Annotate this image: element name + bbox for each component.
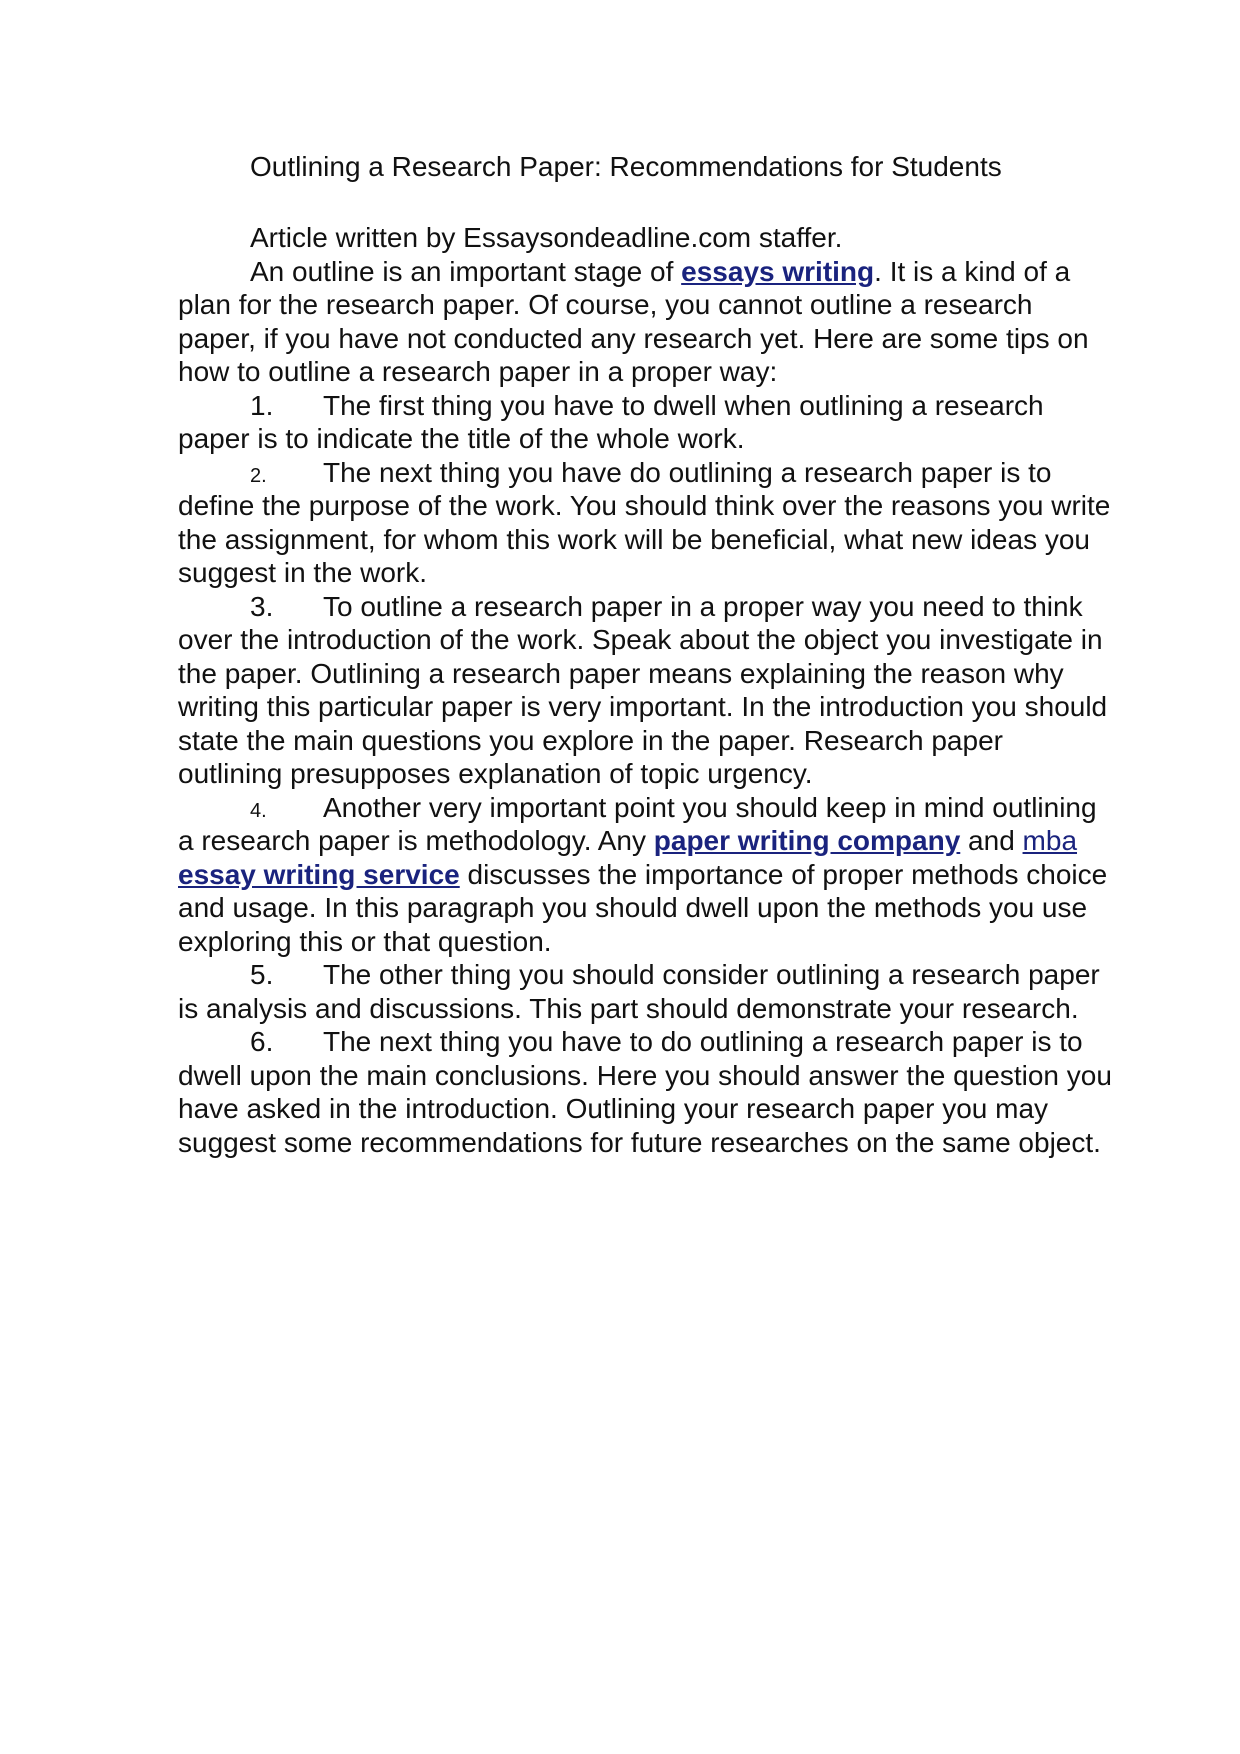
item-text: The next thing you have to do outlining a research paper is to xyxy=(323,1026,1083,1057)
item-text: and xyxy=(960,825,1023,856)
item-line: writing this particular paper is very important. In the introduction you should xyxy=(178,691,1108,722)
item-line: is analysis and discussions. This part should demonstrate your research. xyxy=(178,992,1079,1024)
item-line: the paper. Outlining a research paper means explaining the reason why xyxy=(178,657,1064,689)
document-body xyxy=(178,221,1168,1159)
item-number: 3. xyxy=(250,590,274,622)
list-item-1 xyxy=(178,389,1168,423)
item-text: The next thing you have do outlining a research paper is to xyxy=(323,456,1052,488)
item-text: Another very important point you should keep in mind outlining xyxy=(323,791,1097,823)
item-line: define the purpose of the work. You should think over the reasons you write xyxy=(178,490,1111,521)
item-line: paper is to indicate the title of the whole work. xyxy=(178,423,745,454)
list-item-6 xyxy=(178,1025,1168,1059)
essay-writing-service-link[interactable]: essay writing service xyxy=(178,858,460,890)
item-number: 4. xyxy=(250,799,267,822)
intro-text: An outline is an important stage of xyxy=(250,255,682,287)
list-item-2 xyxy=(178,456,1168,490)
item-line: and usage. In this paragraph you should dwell upon the methods you use xyxy=(178,892,1088,923)
item-line: state the main questions you explore in the paper. Research paper xyxy=(178,724,1003,756)
document-title: Outlining a Research Paper: Recommendations for Students xyxy=(250,151,1002,182)
item-line: suggest some recommendations for future researches on the same object. xyxy=(178,1126,1101,1158)
intro-line: plan for the research paper. Of course, you cannot outline a research xyxy=(178,289,1033,320)
list-item-3 xyxy=(178,590,1168,624)
item-line: dwell upon the main conclusions. Here you should answer the question you xyxy=(178,1059,1112,1091)
item-line: exploring this or that question. xyxy=(178,925,552,957)
item-text: The first thing you have to dwell when outlining a research xyxy=(323,389,1044,421)
intro-text: . It is a kind of a xyxy=(874,255,1071,287)
paper-writing-company-link[interactable]: paper writing company xyxy=(653,825,961,856)
item-text: To outline a research paper in a proper way you need to think xyxy=(323,590,1083,622)
item-line: suggest in the work. xyxy=(178,557,428,588)
item-line: outlining presupposes explanation of topic urgency. xyxy=(178,758,813,789)
item-line: the assignment, for whom this work will be beneficial, what new ideas you xyxy=(178,523,1090,555)
intro-first-line xyxy=(178,255,1168,289)
item-text: discusses the importance of proper methods choice xyxy=(459,858,1108,890)
item-text: The other thing you should consider outlining a research paper xyxy=(323,959,1100,990)
item-text: a research paper is methodology. Any xyxy=(178,825,654,856)
intro-line: paper, if you have not conducted any research yet. Here are some tips on xyxy=(178,322,1089,354)
mba-link[interactable]: mba xyxy=(1022,825,1078,856)
essays-writing-link[interactable]: essays writing xyxy=(681,255,875,287)
intro-line: how to outline a research paper in a proper way: xyxy=(178,356,778,387)
item-line: over the introduction of the work. Speak about the object you investigate in xyxy=(178,624,1103,655)
item-number: 6. xyxy=(250,1026,274,1057)
item-number: 5. xyxy=(250,959,274,990)
item-number: 2. xyxy=(250,464,267,487)
list-item-5 xyxy=(178,958,1168,992)
byline: Article written by Essaysondeadline.com staffer. xyxy=(250,222,843,253)
list-item-4 xyxy=(178,791,1168,825)
item-line xyxy=(178,824,1168,858)
item-line xyxy=(178,858,1168,892)
item-number: 1. xyxy=(250,389,274,421)
item-line: have asked in the introduction. Outlining your research paper you may xyxy=(178,1093,1049,1124)
